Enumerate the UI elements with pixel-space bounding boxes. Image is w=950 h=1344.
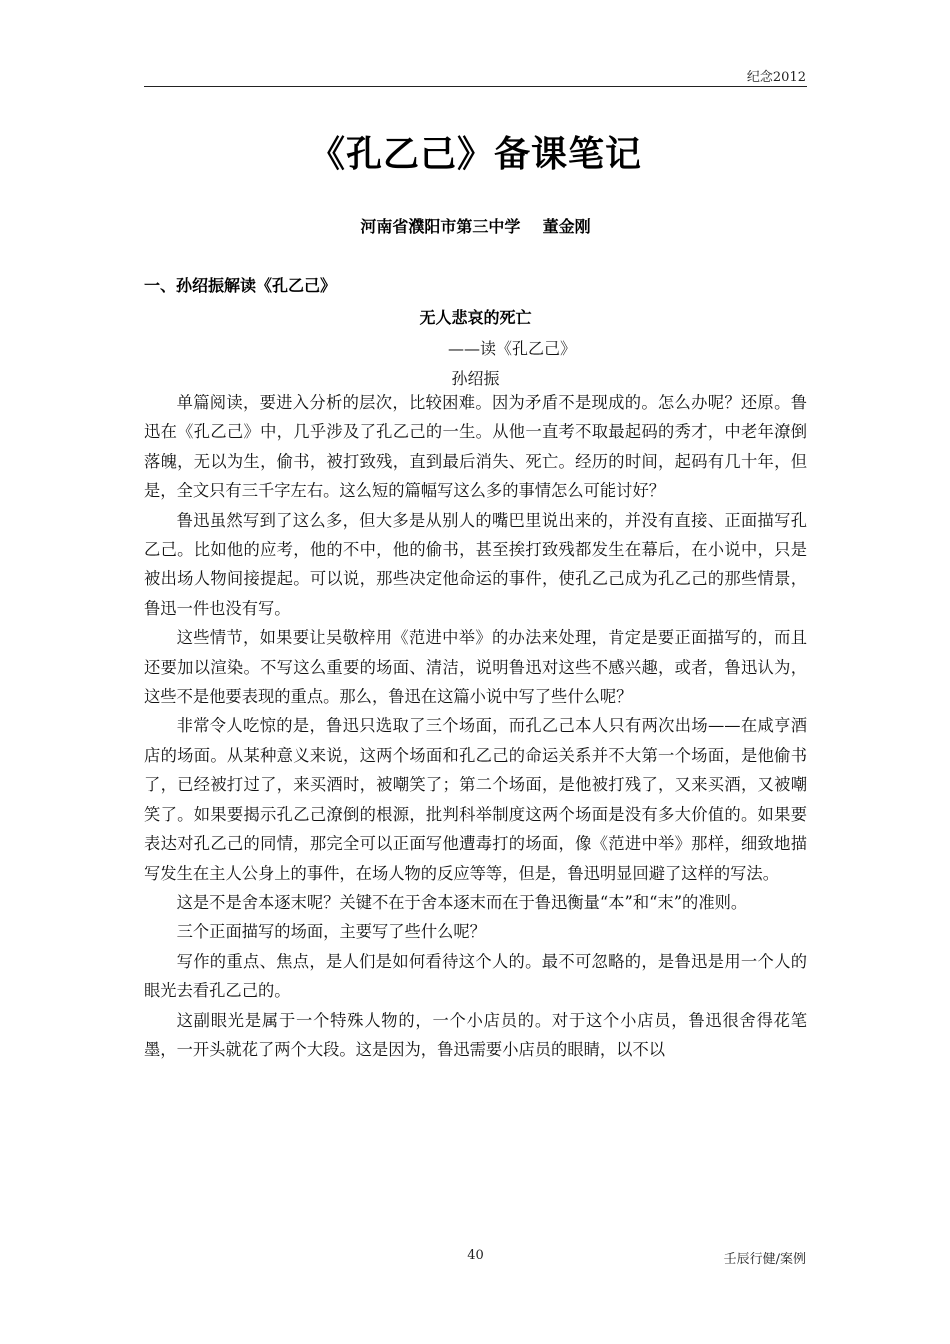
paragraph: 这是不是舍本逐末呢？关键不在于舍本逐末而在于鲁迅衡量“本”和“末”的准则。 xyxy=(176,892,748,912)
paragraph: 单篇阅读，要进入分析的层次，比较困难。因为矛盾不是现成的。怎么办呢？还原。鲁迅在《孔乙己》中，几乎涉及了孔乙己的一生。从他一直考不取最起码的秀才，中老年潦倒落魄，无以为生，偷书，被打致残，直到最后消失、死亡。经历的时间，起码有几十年，但是，全文只有三千字左右。这么短的篇幅写这么多的事情怎么可能讨好？ xyxy=(144,393,807,501)
paragraph: 三个正面描写的场面，主要写了些什么呢？ xyxy=(176,922,486,942)
author-line: 河南省濮阳市第三中学 董金刚 xyxy=(360,217,591,236)
document-title: 《孔乙己》备课笔记 xyxy=(308,134,642,175)
paragraph: 鲁迅虽然写到了这么多，但大多是从别人的嘴巴里说出来的，并没有直接、正面描写孔乙己。比如他的应考，他的不中，他的偷书，甚至挨打致残都发生在幕后，在小说中，只是被出场人物间接提起。可以说，那些决定他命运的事件，使孔乙己成为孔乙己的那些情景，鲁迅一件也没有写。 xyxy=(144,510,807,618)
paragraph: 这些情节，如果要让吴敬梓用《范进中举》的办法来处理，肯定是要正面描写的，而且还要加以渲染。不写这么重要的场面、清洁，说明鲁迅对这些不感兴趣，或者，鲁迅认为，这些不是他要表现的重点。那么，鲁迅在这篇小说中写了些什么呢？ xyxy=(144,628,807,707)
header-rule xyxy=(144,86,807,87)
paragraph: 这副眼光是属于一个特殊人物的，一个小店员的。对于这个小店员，鲁迅很舍得花笔墨，一开头就花了两个大段。这是因为，鲁迅需要小店员的眼睛，以不以 xyxy=(144,1010,807,1059)
essay-body xyxy=(144,388,807,1064)
essay-subtitle: ——读《孔乙己》 xyxy=(448,339,577,358)
running-header: 纪念2012 xyxy=(746,70,806,85)
paragraph: 非常令人吃惊的是，鲁迅只选取了三个场面，而孔乙己本人只有两次出场——在咸亨酒店的场面。从某种意义来说，这两个场面和孔乙己的命运关系并不大第一个场面，是他偷书了，已经被打过了，来买酒时，被嘲笑了；第二个场面，是他被打残了，又来买酒，又被嘲笑了。如果要揭示孔乙己潦倒的根源，批判科举制度这两个场面是没有多大价值的。如果要表达对孔乙己的同情，那完全可以正面写他遭毒打的场面，像《范进中举》那样，细致地描写发生在主人公身上的事件，在场人物的反应等等，但是，鲁迅明显回避了这样的写法。 xyxy=(144,716,807,883)
essay-title: 无人悲哀的死亡 xyxy=(419,308,532,327)
page-number: 40 xyxy=(467,1248,484,1263)
paragraph: 写作的重点、焦点，是人们是如何看待这个人的。最不可忽略的，是鲁迅是用一个人的眼光去看孔乙己的。 xyxy=(144,951,807,1001)
footer-label: 壬辰行健/案例 xyxy=(723,1252,806,1267)
section-heading: 一、孙绍振解读《孔乙己》 xyxy=(144,276,337,295)
essay-author: 孙绍振 xyxy=(451,369,500,388)
